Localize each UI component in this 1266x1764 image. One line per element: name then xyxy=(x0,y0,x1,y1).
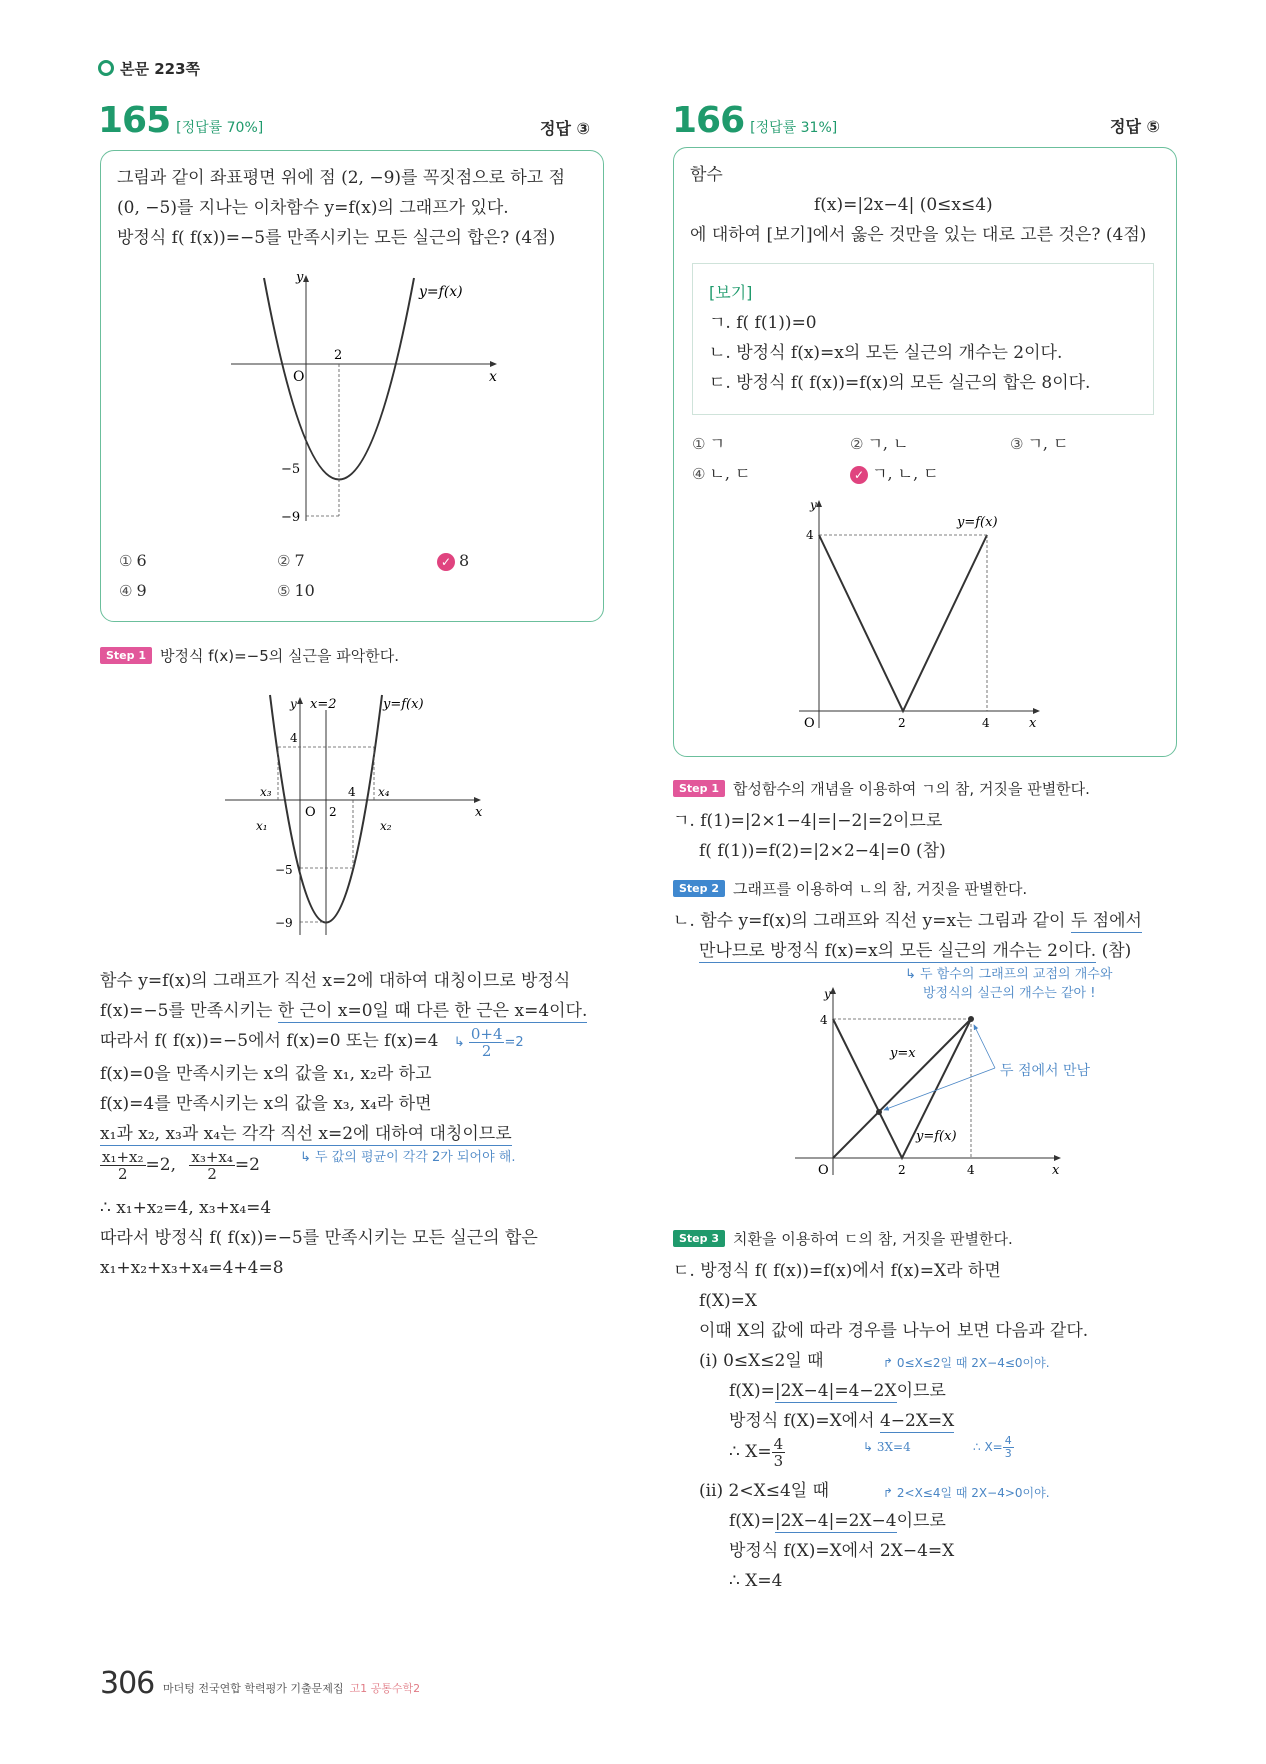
underlined-text: 한 근이 x=0일 때 다른 한 근은 x=4이다. xyxy=(277,1001,588,1021)
svg-text:y=f(x): y=f(x) xyxy=(916,1129,957,1144)
mean-note: ↳ 두 값의 평균이 각각 2가 되어야 해. xyxy=(300,1150,516,1165)
book-subject: 고1 공통수학2 xyxy=(349,1682,421,1695)
circle-bullet-icon xyxy=(98,60,114,76)
svg-text:4: 4 xyxy=(290,731,298,745)
solution-line xyxy=(673,1376,1193,1406)
solution-fractions xyxy=(100,1149,620,1193)
frac-num: 0+4 xyxy=(470,1025,503,1043)
solution-line xyxy=(673,1436,1193,1476)
solution-line: x₁+x₂+x₃+x₄=4+4=8 xyxy=(100,1258,284,1278)
choice-text: ㄱ, ㄷ xyxy=(1027,434,1069,453)
choice-number: ② xyxy=(850,435,864,453)
underlined-text: 만나므로 방정식 f(x)=x의 모든 실근의 개수는 2이다. xyxy=(699,941,1097,961)
svg-text:y: y xyxy=(290,697,297,711)
avg-note: ↳ $\frac{0+4}{2}$ =2 xyxy=(453,1025,524,1060)
svg-text:4: 4 xyxy=(820,1013,828,1027)
fraction xyxy=(772,1436,786,1469)
svg-text:4: 4 xyxy=(348,785,356,799)
text: (i) 0≤X≤2일 때 xyxy=(699,1351,824,1371)
step2-note: ↳ 두 함수의 그래프의 교점의 개수와 방정식의 실근의 개수는 같아 ! xyxy=(905,967,1113,1001)
case1-note: ↱ 0≤X≤2일 때 2X−4≤0이야. xyxy=(883,1356,1050,1370)
svg-text:O: O xyxy=(293,369,305,385)
svg-text:x: x xyxy=(489,369,497,385)
choice-1[interactable] xyxy=(119,551,147,570)
text: f(X)= xyxy=(729,1511,775,1531)
choice-number: ③ xyxy=(1010,435,1024,453)
choice-text: 7 xyxy=(294,551,305,570)
choice-number: ④ xyxy=(119,582,133,600)
solution-line xyxy=(673,1506,1193,1536)
svg-text:y=x: y=x xyxy=(890,1046,916,1061)
step-title: 그래프를 이용하여 ㄴ의 참, 거짓을 판별한다. xyxy=(733,880,1028,898)
problem-formula: f(x)=|2x−4| (0≤x≤4) xyxy=(814,195,993,215)
choice-text: ㄴ, ㄷ xyxy=(709,464,751,483)
frac-num: x₃+x₄ xyxy=(191,1148,233,1166)
svg-text:x: x xyxy=(1029,716,1037,731)
problem-line: (0, −5)를 지나는 이차함수 y=f(x)의 그래프가 있다. xyxy=(117,198,509,218)
frac-num: 4 xyxy=(773,1435,784,1453)
svg-text:4: 4 xyxy=(806,528,814,542)
choice-number: ① xyxy=(692,435,706,453)
reference-label: 본문 223쪽 xyxy=(120,60,201,78)
footer-book-title xyxy=(163,1680,420,1696)
underlined-text: 두 점에서 xyxy=(1070,911,1142,931)
note-text: 두 함수의 그래프의 교점의 개수와 xyxy=(920,967,1113,982)
question-number: 166 xyxy=(672,100,745,141)
check-mark-icon: ✓ xyxy=(850,466,868,484)
svg-text:−9: −9 xyxy=(275,916,293,930)
case1-note2: ↳ 3X=4 xyxy=(863,1440,911,1454)
svg-text:y: y xyxy=(810,498,817,512)
choice-2[interactable] xyxy=(277,551,305,570)
note-text: 3X=4 xyxy=(876,1440,911,1454)
question-number: 165 xyxy=(98,100,171,141)
svg-text:4: 4 xyxy=(982,716,990,730)
text: f(X)= xyxy=(729,1381,775,1401)
note-text: 방정식의 실근의 개수는 같아 ! xyxy=(923,986,1096,1001)
svg-text:x₄: x₄ xyxy=(378,785,390,799)
step-title: 합성함수의 개념을 이용하여 ㄱ의 참, 거짓을 판별한다. xyxy=(733,780,1090,798)
q166-step1-text xyxy=(673,806,946,866)
solution-line xyxy=(673,1406,1193,1436)
solution-line: f(x)=4를 만족시키는 x의 값을 x₃, x₄라 하면 xyxy=(100,1094,432,1114)
svg-text:−5: −5 xyxy=(275,863,293,877)
step-badge: Step 1 xyxy=(100,647,152,664)
text: 따라서 f( f(x))=−5에서 f(x)=0 또는 f(x)=4 xyxy=(100,1031,439,1051)
text: 방정식 f(X)=X에서 xyxy=(729,1411,880,1431)
svg-text:−9: −9 xyxy=(281,510,301,525)
meet-note: 두 점에서 만남 xyxy=(1000,1063,1091,1079)
choice-4[interactable] xyxy=(119,581,147,600)
book-title: 마더텅 전국연합 학력평가 기출문제집 xyxy=(163,1682,344,1695)
choice-4[interactable] xyxy=(692,461,751,484)
choice-2[interactable] xyxy=(850,431,909,454)
solution-line: 함수 y=f(x)의 그래프가 직선 x=2에 대하여 대칭이므로 방정식 xyxy=(100,971,571,991)
svg-text:x₁: x₁ xyxy=(256,819,268,833)
solution-line: 방정식 f(X)=X에서 2X−4=X xyxy=(729,1541,955,1561)
solution-line: ㄱ. f(1)=|2×1−4|=|−2|=2이므로 xyxy=(673,811,943,831)
underlined-text: x₁과 x₂, x₃과 x₄는 각각 직선 x=2에 대하여 대칭이므로 xyxy=(100,1124,512,1144)
note-text: 두 값의 평균이 각각 2가 되어야 해. xyxy=(315,1150,516,1165)
problem-intro: 함수 xyxy=(690,165,723,185)
svg-text:2: 2 xyxy=(329,805,337,819)
fraction xyxy=(1003,1435,1014,1460)
note-text: 2<X≤4일 때 2X−4>0이야. xyxy=(896,1486,1050,1500)
choice-text: ㄱ, ㄴ xyxy=(867,434,909,453)
q165-parabola-graph xyxy=(211,261,511,531)
svg-text:4: 4 xyxy=(967,1163,975,1177)
choice-1[interactable] xyxy=(692,431,725,454)
underlined-text: |2X−4|=4−2X xyxy=(774,1381,897,1401)
q165-header xyxy=(98,100,263,141)
q165-step1-heading xyxy=(100,645,399,666)
svg-text:y=f(x): y=f(x) xyxy=(419,284,463,300)
text: 이므로 xyxy=(896,1381,946,1401)
choice-text: ㄱ xyxy=(709,434,725,453)
choice-text: 9 xyxy=(136,581,147,600)
q165-solution xyxy=(100,966,620,1283)
solution-line: f( f(1))=f(2)=|2×2−4|=0 (참) xyxy=(699,841,946,861)
q166-step3-text xyxy=(673,1256,1193,1596)
frac-den: 3 xyxy=(773,1452,784,1470)
solution-line xyxy=(100,1026,620,1059)
svg-text:−5: −5 xyxy=(281,462,301,477)
choice-text: 6 xyxy=(136,551,147,570)
text: f(x)=−5를 만족시키는 xyxy=(100,1001,278,1021)
bogi-items xyxy=(709,308,1090,398)
svg-text:x: x xyxy=(1052,1163,1060,1178)
case1-head xyxy=(673,1346,1193,1376)
underlined-text: |2X−4|=2X−4 xyxy=(774,1511,897,1531)
case2-note: ↱ 2<X≤4일 때 2X−4>0이야. xyxy=(883,1486,1050,1500)
bogi-title: [보기] xyxy=(709,283,753,302)
bogi-box xyxy=(692,263,1154,415)
problem-line: 방정식 f( f(x))=−5를 만족시키는 모든 실근의 합은? (4점) xyxy=(117,228,556,248)
svg-text:O: O xyxy=(305,805,316,820)
frac-num: 4 xyxy=(1004,1434,1012,1447)
underlined-text: 4−2X=X xyxy=(879,1411,955,1431)
solution-line xyxy=(673,936,1193,966)
text: =2, xyxy=(145,1155,176,1175)
frac-den: 2 xyxy=(481,1042,492,1060)
q165-problem-box xyxy=(100,150,604,622)
choice-3[interactable] xyxy=(1010,431,1069,454)
frac-den: 2 xyxy=(207,1165,217,1183)
choice-number: ② xyxy=(277,552,291,570)
bogi-item: ㄷ. 방정식 f( f(x))=f(x)의 모든 실근의 합은 8이다. xyxy=(709,373,1091,393)
fraction xyxy=(100,1149,146,1182)
text: 이므로 xyxy=(896,1511,946,1531)
correct-rate: [정답률 70%] xyxy=(176,120,264,136)
bogi-item: ㄴ. 방정식 f(x)=x의 모든 실근의 개수는 2이다. xyxy=(709,343,1063,363)
note-text: 0≤X≤2일 때 2X−4≤0이야. xyxy=(896,1356,1050,1370)
text: (참) xyxy=(1096,941,1132,961)
choice-number: ① xyxy=(119,552,133,570)
solution-line: ∴ x₁+x₂=4, x₃+x₄=4 xyxy=(100,1198,272,1218)
solution-line: ∴ X=4 xyxy=(729,1571,783,1591)
svg-text:2: 2 xyxy=(898,716,906,730)
q166-vshape-graph xyxy=(794,493,1054,733)
q165-problem-text xyxy=(117,163,597,253)
q166-step2-text xyxy=(673,906,1193,966)
case2-head xyxy=(673,1476,1193,1506)
solution-line: 따라서 방정식 f( f(x))=−5를 만족시키는 모든 실근의 합은 xyxy=(100,1228,538,1248)
q166-step2-graph xyxy=(790,980,1080,1180)
step-badge: Step 3 xyxy=(673,1230,725,1247)
solution-line: 이때 X의 값에 따라 경우를 나누어 보면 다음과 같다. xyxy=(699,1321,1089,1341)
svg-text:y=f(x): y=f(x) xyxy=(383,697,424,712)
choice-5[interactable] xyxy=(277,581,315,600)
svg-text:x=2: x=2 xyxy=(310,697,337,712)
svg-text:y=f(x): y=f(x) xyxy=(957,515,998,530)
check-mark-icon: ✓ xyxy=(437,553,455,571)
svg-text:O: O xyxy=(818,1163,829,1178)
step-title: 방정식 f(x)=−5의 실근을 파악한다. xyxy=(160,647,400,665)
choice-number: ④ xyxy=(692,465,706,483)
text: ㄴ. 함수 y=f(x)의 그래프와 직선 y=x는 그림과 같이 xyxy=(673,911,1071,931)
q165-answer: 정답 ③ xyxy=(540,119,591,138)
svg-text:x₂: x₂ xyxy=(380,819,392,833)
page-reference xyxy=(98,58,200,79)
solution-line: f(X)=X xyxy=(699,1291,758,1311)
problem-question: 에 대하여 [보기]에서 옳은 것만을 있는 대로 고른 것은? (4점) xyxy=(690,225,1147,245)
q166-step1-heading xyxy=(673,778,1090,799)
q166-step2-heading xyxy=(673,878,1027,899)
svg-text:x₃: x₃ xyxy=(260,785,272,799)
q165-step1-graph xyxy=(220,690,510,940)
note-text: ∴ X= xyxy=(973,1440,1003,1454)
q166-answer: 정답 ⑤ xyxy=(1110,117,1161,136)
page-number: 306 xyxy=(100,1666,155,1701)
solution-line: f(x)=0을 만족시키는 x의 값을 x₁, x₂라 하고 xyxy=(100,1064,432,1084)
frac-eq: =2 xyxy=(504,1035,524,1050)
choice-text: 8 xyxy=(459,551,470,570)
frac-num: x₁+x₂ xyxy=(102,1148,144,1166)
svg-text:2: 2 xyxy=(334,348,343,363)
step-badge: Step 2 xyxy=(673,880,725,897)
choice-3[interactable] xyxy=(437,551,469,571)
choice-text: ㄱ, ㄴ, ㄷ xyxy=(872,464,939,483)
step-badge: Step 1 xyxy=(673,780,725,797)
frac-den: 3 xyxy=(1004,1447,1012,1460)
q166-header xyxy=(672,100,837,141)
choice-text: 10 xyxy=(294,581,315,600)
q166-problem-box xyxy=(673,147,1177,757)
svg-text:x: x xyxy=(475,805,483,820)
bogi-item: ㄱ. f( f(1))=0 xyxy=(709,313,817,333)
solution-line: ㄷ. 방정식 f( f(x))=f(x)에서 f(x)=X라 하면 xyxy=(673,1261,1001,1281)
correct-rate: [정답률 31%] xyxy=(750,120,838,136)
svg-text:2: 2 xyxy=(898,1163,906,1177)
text: =2 xyxy=(234,1155,260,1175)
text: (ii) 2<X≤4일 때 xyxy=(699,1481,830,1501)
step-title: 치환을 이용하여 ㄷ의 참, 거짓을 판별한다. xyxy=(733,1230,1013,1248)
svg-text:O: O xyxy=(804,716,815,731)
text: ∴ X= xyxy=(729,1442,772,1462)
svg-text:y: y xyxy=(296,270,304,285)
frac-den: 2 xyxy=(117,1165,128,1183)
q166-step3-heading xyxy=(673,1228,1013,1249)
solution-line xyxy=(100,996,620,1026)
case1-note3 xyxy=(973,1432,1014,1462)
solution-line xyxy=(673,906,1193,936)
svg-text:y: y xyxy=(824,987,831,1001)
fraction xyxy=(189,1149,235,1182)
choice-number: ⑤ xyxy=(277,582,291,600)
problem-line: 그림과 같이 좌표평면 위에 점 (2, −9)를 꼭짓점으로 하고 점 xyxy=(117,168,566,188)
choice-5[interactable] xyxy=(850,461,939,484)
